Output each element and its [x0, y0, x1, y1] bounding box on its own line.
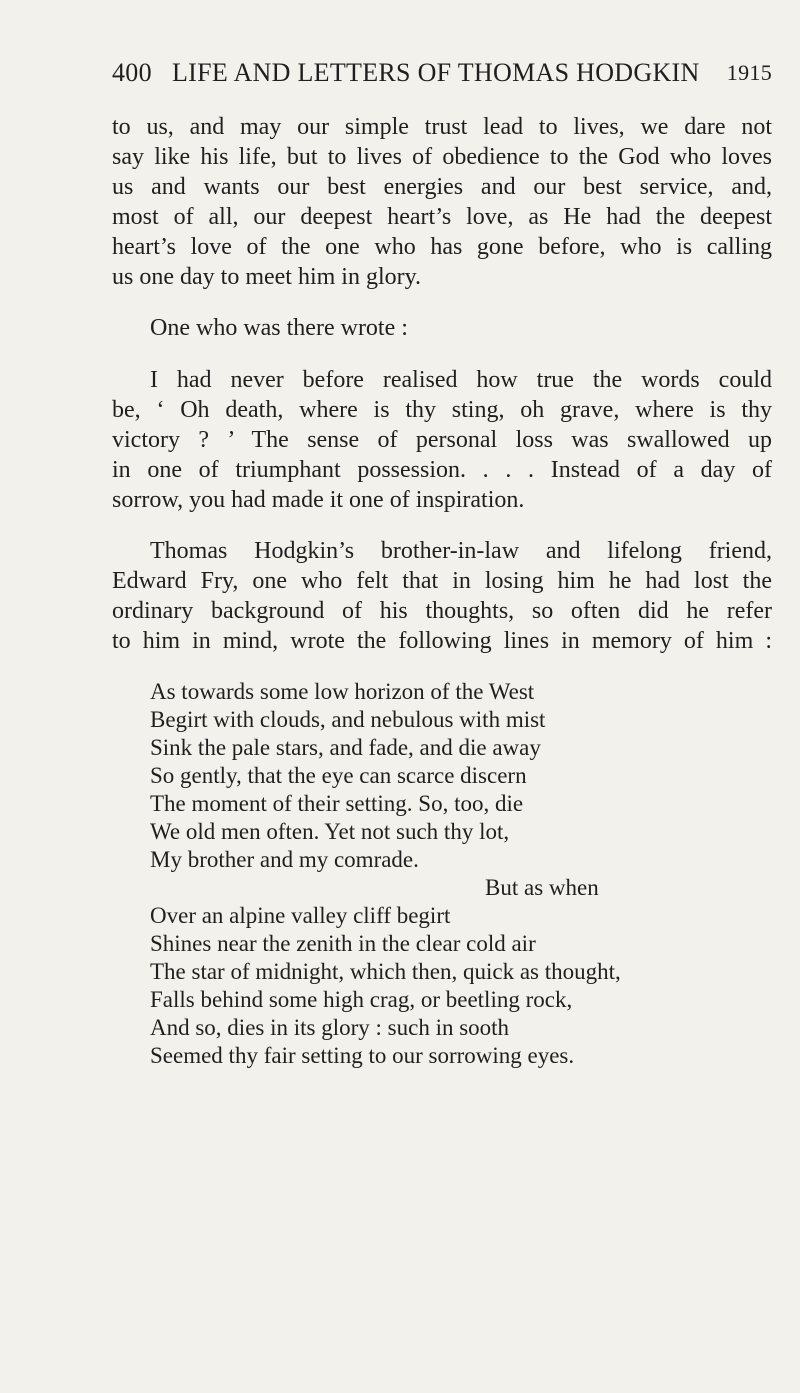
running-header [112, 58, 772, 92]
poem-line: Begirt with clouds, and nebulous with mist [150, 707, 546, 732]
poem-line: The moment of their setting. So, too, die [150, 791, 524, 816]
text-line: ordinary background of his thoughts, so often did he refer [112, 598, 772, 624]
quote-line: victory ? ’ The sense of personal loss was swallowed up [112, 427, 772, 453]
running-title: LIFE AND LETTERS OF THOMAS HODGKIN [172, 58, 700, 87]
poem-line: The star of midnight, which then, quick as thought, [150, 959, 621, 984]
poem-line: Seemed thy fair setting to our sorrowing eyes. [150, 1043, 575, 1068]
poem-line: As towards some low horizon of the West [150, 679, 535, 704]
text-line: to us, and may our simple trust lead to lives, we dare not [112, 114, 772, 140]
poem-line: Over an alpine valley cliff begirt [150, 903, 451, 928]
page-number: 400 [112, 58, 152, 87]
poem-line: But as when [485, 875, 599, 900]
quote-line: sorrow, you had made it one of inspiration. [112, 487, 525, 513]
poem-line: We old men often. Yet not such thy lot, [150, 819, 510, 844]
text-line: us one day to meet him in glory. [112, 264, 422, 290]
text-line: say like his life, but to lives of obedience to the God who loves [112, 144, 772, 170]
text-line: most of all, our deepest heart’s love, as He had the deepest [112, 204, 772, 230]
text-line: One who was there wrote : [150, 315, 408, 341]
text-line: Edward Fry, one who felt that in losing him he had lost the [112, 568, 772, 594]
header-year: 1915 [726, 60, 772, 85]
poem-line: So gently, that the eye can scarce discern [150, 763, 527, 788]
poem-line: Sink the pale stars, and fade, and die away [150, 735, 541, 760]
text-line: to him in mind, wrote the following lines in memory of him : [112, 628, 772, 654]
text-line: Thomas Hodgkin’s brother-in-law and lifelong friend, [150, 538, 772, 564]
poem-line: And so, dies in its glory : such in sooth [150, 1015, 510, 1040]
text-line: heart’s love of the one who has gone before, who is calling [112, 234, 772, 260]
poem-line: My brother and my comrade. [150, 847, 419, 872]
text-line: us and wants our best energies and our best service, and, [112, 174, 772, 200]
quote-line: be, ‘ Oh death, where is thy sting, oh grave, where is thy [112, 397, 772, 423]
poem-line: Falls behind some high crag, or beetling rock, [150, 987, 573, 1012]
quote-line: in one of triumphant possession. . . . Instead of a day of [112, 457, 772, 483]
quote-line: I had never before realised how true the words could [150, 367, 772, 393]
poem-line: Shines near the zenith in the clear cold air [150, 931, 536, 956]
